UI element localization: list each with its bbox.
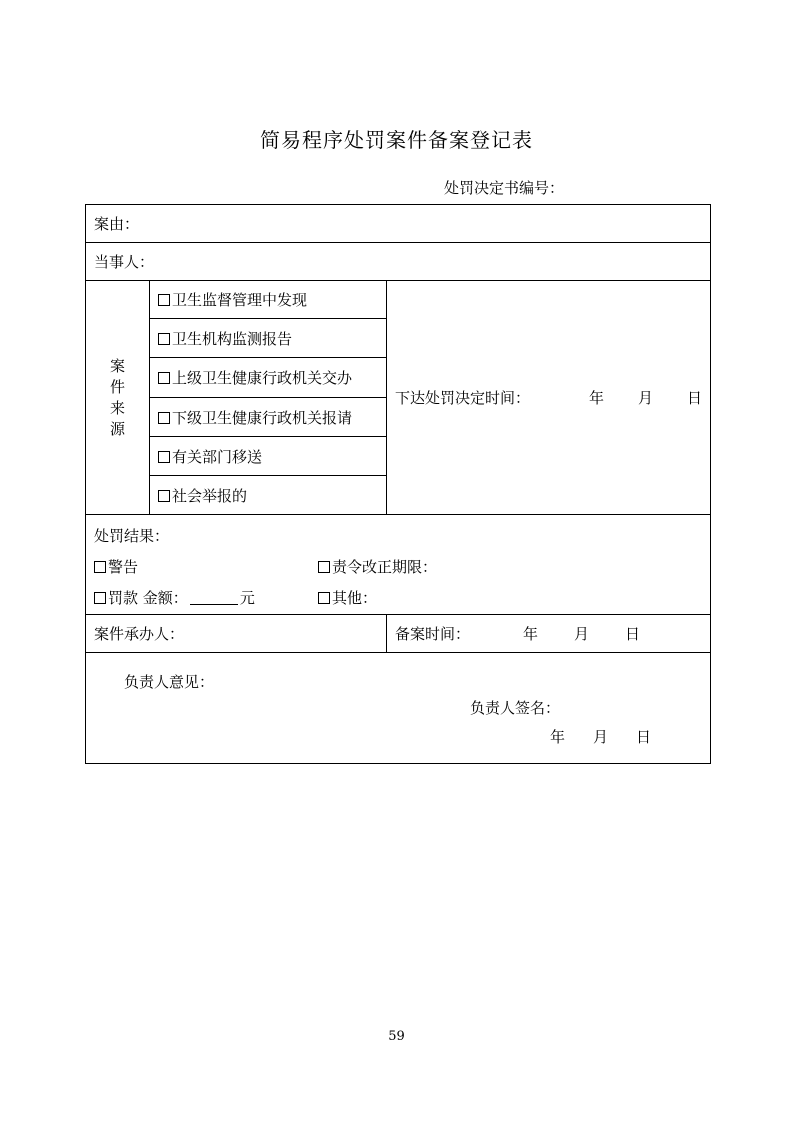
day-unit: 日 (687, 389, 703, 407)
order-correct-option[interactable]: 责令改正期限： (318, 552, 437, 583)
checkbox[interactable] (318, 561, 330, 573)
case-source-label: 案 件 来 源 (86, 281, 150, 515)
amount-label: 金额： (142, 589, 188, 607)
decision-time-label: 下达处罚决定时间： (395, 389, 531, 407)
case-reason-field[interactable] (86, 205, 711, 243)
decision-time-field[interactable] (387, 281, 711, 515)
month-unit: 月 (638, 389, 654, 407)
decision-number-label: 处罚决定书编号： (444, 179, 565, 197)
penalty-result-section (86, 515, 711, 615)
responsible-date (550, 726, 651, 747)
other-option[interactable]: 其他： (318, 583, 377, 614)
checkbox[interactable] (94, 592, 106, 604)
penalty-result-label: 处罚结果： (94, 527, 170, 545)
source-option-subordinate[interactable]: 下级卫生健康行政机关报请 (150, 398, 387, 437)
checkbox[interactable] (158, 372, 170, 384)
source-option-monitoring[interactable]: 卫生机构监测报告 (150, 319, 387, 358)
filing-time-label: 备案时间： (395, 625, 471, 643)
source-option-supervision[interactable]: 卫生监督管理中发现 (150, 281, 387, 319)
party-field[interactable] (86, 243, 711, 281)
form-title: 简易程序处罚案件备案登记表 (260, 128, 533, 152)
filing-form-table (85, 204, 711, 764)
year-unit: 年 (589, 389, 605, 407)
checkbox[interactable] (158, 412, 170, 424)
day-unit: 日 (636, 728, 652, 746)
year-unit: 年 (550, 728, 566, 746)
case-handler-label: 案件承办人： (94, 625, 185, 643)
month-unit: 月 (593, 728, 609, 746)
responsible-signature-label: 负责人签名： (470, 699, 561, 717)
party-label: 当事人： (94, 253, 155, 271)
checkbox[interactable] (158, 490, 170, 502)
case-reason-label: 案由： (94, 215, 140, 233)
currency-label: 元 (239, 589, 255, 607)
responsible-opinion-label: 负责人意见： (124, 673, 215, 691)
source-option-superior[interactable]: 上级卫生健康行政机关交办 (150, 358, 387, 398)
filing-time-field[interactable] (387, 615, 711, 653)
checkbox[interactable] (94, 561, 106, 573)
responsible-opinion-section[interactable] (86, 653, 711, 764)
checkbox[interactable] (158, 294, 170, 306)
day-unit: 日 (625, 625, 641, 643)
year-unit: 年 (523, 625, 539, 643)
checkbox[interactable] (318, 592, 330, 604)
page-number: 59 (388, 1029, 405, 1044)
checkbox[interactable] (158, 333, 170, 345)
source-option-public-report[interactable]: 社会举报的 (150, 476, 387, 515)
source-option-department[interactable]: 有关部门移送 (150, 437, 387, 476)
fine-option[interactable]: 罚款 金额： 元 (94, 583, 255, 614)
month-unit: 月 (574, 625, 590, 643)
checkbox[interactable] (158, 451, 170, 463)
case-handler-field[interactable] (86, 615, 387, 653)
amount-input[interactable] (190, 590, 238, 605)
warning-option[interactable]: 警告 (94, 552, 138, 583)
